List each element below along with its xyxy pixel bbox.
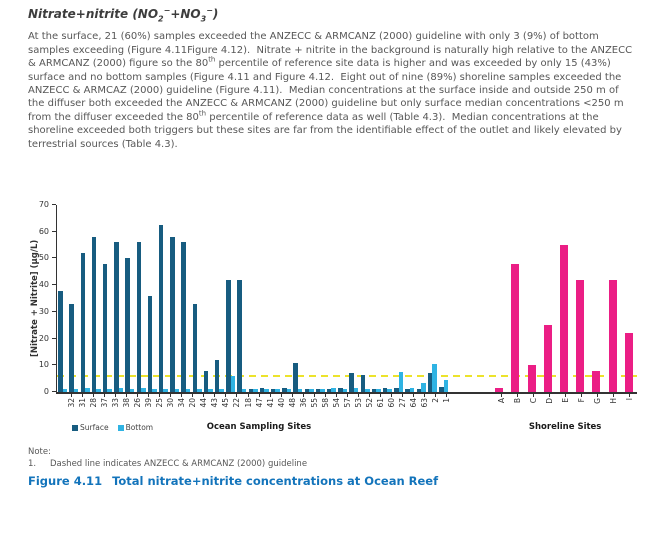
note-item-text: Dashed line indicates ANZECC & ARMCANZ (2000) guideline [50, 458, 308, 469]
x-label-E [557, 394, 573, 420]
x-label-63 [419, 394, 430, 420]
ocean-site-55 [303, 205, 314, 392]
x-label-36 [298, 394, 309, 420]
ocean-site-1 [438, 205, 449, 392]
bar-bottom [298, 389, 303, 392]
x-tick-mark [565, 394, 566, 397]
x-label-F [573, 394, 589, 420]
bar-shoreline [495, 388, 503, 392]
bar-surface [103, 264, 108, 392]
x-tick-label: 39 [144, 398, 154, 408]
bar-bottom [175, 389, 180, 392]
x-tick-label: B [512, 398, 522, 404]
x-label-D [541, 394, 557, 420]
ocean-site-28 [79, 205, 90, 392]
ocean-site-38 [113, 205, 124, 392]
y-tick-label: 20 [38, 333, 49, 343]
x-label-58 [320, 394, 331, 420]
bar-shoreline [576, 280, 584, 392]
bar-bottom [343, 389, 348, 392]
x-label-31 [77, 394, 88, 420]
ocean-site-32 [57, 205, 68, 392]
ocean-x-labels [66, 394, 452, 420]
x-label-52 [364, 394, 375, 420]
bar-bottom [421, 383, 426, 392]
x-tick-label: 22 [232, 398, 242, 408]
x-tick-label: 36 [298, 398, 308, 408]
ocean-site-33 [102, 205, 113, 392]
x-tick-mark [533, 394, 534, 397]
section-title: Nitrate+nitrite $(NO_2^-+NO_3^-)$ [28, 6, 219, 24]
shoreline-site-B [507, 205, 523, 392]
x-tick-label: 43 [210, 398, 220, 408]
shoreline-site-C [523, 205, 539, 392]
x-tick-mark [581, 394, 582, 397]
bar-bottom [130, 389, 135, 392]
x-tick-label: 41 [265, 398, 275, 408]
legend-label: Surface [80, 423, 109, 433]
shoreline-site-A [491, 205, 507, 392]
bar-bottom [387, 389, 392, 392]
x-label-55 [309, 394, 320, 420]
ocean-site-31 [68, 205, 79, 392]
x-tick-label: 33 [111, 398, 121, 408]
x-tick-label: 54 [331, 398, 341, 408]
x-tick-label: 28 [89, 398, 99, 408]
shoreline-x-labels [493, 394, 637, 420]
section-gap [449, 205, 491, 392]
x-tick-label: 20 [188, 398, 198, 408]
ocean-site-63 [416, 205, 427, 392]
x-tick-label: C [528, 398, 538, 404]
x-tick-label: 31 [78, 398, 88, 408]
bar-bottom [119, 388, 124, 392]
y-tick-label: 60 [38, 226, 49, 236]
x-tick-label: 40 [276, 398, 286, 408]
x-label-54 [331, 394, 342, 420]
bar-bottom [444, 380, 449, 392]
x-tick-label: 44 [199, 398, 209, 408]
x-label-32 [66, 394, 77, 420]
y-tick-label: 10 [38, 360, 49, 370]
x-tick-label: 27 [397, 398, 407, 408]
x-label-37 [99, 394, 110, 420]
ocean-site-61 [371, 205, 382, 392]
x-label-53 [353, 394, 364, 420]
bar-bottom [242, 389, 247, 392]
x-label-39 [143, 394, 154, 420]
bar-shoreline [625, 333, 633, 392]
note-item [28, 459, 637, 471]
note-label: Note: [28, 447, 51, 458]
bar-bottom [410, 388, 415, 392]
axis-titles-row [66, 422, 637, 437]
x-label-B [509, 394, 525, 420]
bar-surface [181, 242, 186, 392]
figure-4-11-chart [28, 200, 637, 437]
bar-bottom [275, 389, 280, 392]
x-label-43 [209, 394, 220, 420]
x-label-57 [342, 394, 353, 420]
x-label-25 [154, 394, 165, 420]
ocean-site-30 [158, 205, 169, 392]
ocean-site-39 [135, 205, 146, 392]
shoreline-site-G [588, 205, 604, 392]
ocean-axis-title: Ocean Sampling Sites [206, 422, 312, 433]
bar-bottom [74, 389, 79, 392]
y-tick-label: 0 [43, 387, 49, 397]
ocean-site-37 [91, 205, 102, 392]
bar-bottom [141, 388, 146, 392]
bar-shoreline [592, 371, 600, 392]
note-item-number: 1. [28, 458, 37, 469]
bar-bottom [331, 388, 336, 392]
x-label-41 [265, 394, 276, 420]
ocean-site-43 [203, 205, 214, 392]
x-tick-label: D [544, 398, 554, 404]
y-tick-label: 40 [38, 280, 49, 290]
bar-bottom [63, 389, 68, 392]
bar-bottom [197, 389, 202, 392]
ocean-site-2 [427, 205, 438, 392]
bar-bottom [432, 364, 437, 392]
x-tick-label: F [576, 398, 586, 403]
x-tick-mark [629, 394, 630, 397]
bar-surface [69, 304, 74, 392]
bar-surface [114, 242, 119, 392]
y-axis-label: [Nitrate + Nitrite] (µg/L) [30, 239, 40, 358]
ocean-bars-section [57, 205, 449, 392]
x-tick-label: 47 [254, 398, 264, 408]
x-axis-labels [66, 394, 637, 420]
x-label-38 [121, 394, 132, 420]
x-label-48 [287, 394, 298, 420]
ocean-site-44 [191, 205, 202, 392]
x-tick-label: 18 [243, 398, 253, 408]
x-label-18 [243, 394, 254, 420]
shoreline-site-F [572, 205, 588, 392]
ocean-site-40 [270, 205, 281, 392]
bar-bottom [96, 389, 101, 392]
bar-bottom [231, 376, 236, 392]
ocean-site-34 [169, 205, 180, 392]
x-tick-mark [517, 394, 518, 397]
bar-bottom [309, 389, 314, 392]
bar-surface [193, 304, 198, 392]
x-label-40 [276, 394, 287, 420]
bar-bottom [287, 389, 292, 392]
shoreline-site-H [605, 205, 621, 392]
legend-label: Bottom [125, 423, 154, 433]
bar-surface [137, 242, 142, 392]
x-tick-label: H [608, 398, 618, 404]
x-tick-label: 52 [364, 398, 374, 408]
x-label-33 [110, 394, 121, 420]
ocean-site-52 [359, 205, 370, 392]
bar-surface [92, 237, 97, 392]
bar-bottom [219, 389, 224, 392]
bar-bottom [399, 372, 404, 392]
x-tick-label: 38 [122, 398, 132, 408]
x-label-27 [397, 394, 408, 420]
x-label-45 [220, 394, 231, 420]
x-tick-label: 60 [386, 398, 396, 408]
bar-shoreline [560, 245, 568, 392]
bar-surface [125, 258, 130, 392]
shoreline-site-E [556, 205, 572, 392]
x-label-64 [408, 394, 419, 420]
x-tick-mark [549, 394, 550, 397]
shoreline-site-D [540, 205, 556, 392]
x-label-C [525, 394, 541, 420]
bar-bottom [186, 389, 191, 392]
shoreline-site-I [621, 205, 637, 392]
bar-shoreline [609, 280, 617, 392]
ocean-site-20 [180, 205, 191, 392]
ocean-site-18 [236, 205, 247, 392]
bar-bottom [107, 389, 112, 392]
ocean-site-25 [147, 205, 158, 392]
x-label-47 [254, 394, 265, 420]
x-tick-label: 57 [342, 398, 352, 408]
y-axis [38, 200, 56, 397]
bar-bottom [163, 389, 168, 392]
legend-swatch [118, 425, 124, 431]
x-tick-mark [446, 394, 447, 397]
ocean-site-26 [124, 205, 135, 392]
x-tick-label: 1 [442, 398, 452, 403]
bar-bottom [208, 389, 213, 392]
x-label-28 [88, 394, 99, 420]
x-tick-label: 30 [166, 398, 176, 408]
bar-surface [81, 253, 86, 392]
x-label-A [493, 394, 509, 420]
x-label-30 [165, 394, 176, 420]
bar-bottom [264, 389, 269, 392]
bar-surface [293, 363, 298, 392]
shoreline-bars-section [491, 205, 637, 392]
bar-bottom [152, 389, 157, 392]
x-tick-mark [613, 394, 614, 397]
y-tick-label: 70 [38, 200, 49, 210]
ocean-site-64 [404, 205, 415, 392]
bar-surface [237, 280, 242, 392]
bar-shoreline [528, 365, 536, 392]
chart-legend [72, 423, 153, 432]
figure-caption [28, 474, 637, 488]
x-label-2 [430, 394, 441, 420]
ocean-site-54 [326, 205, 337, 392]
x-tick-label: 45 [221, 398, 231, 408]
y-tick-label: 30 [38, 306, 49, 316]
x-tick-label: 53 [353, 398, 363, 408]
x-tick-label: 25 [155, 398, 165, 408]
figure-caption-number: Figure 4.11 [28, 474, 103, 489]
x-tick-label: 64 [408, 398, 418, 408]
legend-item-surface [72, 423, 109, 432]
x-tick-label: 2 [431, 398, 441, 403]
bar-surface [159, 225, 164, 392]
x-tick-mark [435, 394, 436, 397]
legend-item-bottom [118, 423, 154, 432]
x-label-44 [198, 394, 209, 420]
bar-bottom [354, 388, 359, 392]
plot-area [56, 205, 637, 394]
figure-note [28, 447, 637, 470]
x-tick-mark [501, 394, 502, 397]
x-label-34 [176, 394, 187, 420]
ocean-site-58 [315, 205, 326, 392]
bar-surface [170, 237, 175, 392]
bar-surface [148, 296, 153, 392]
x-tick-label: 63 [420, 398, 430, 408]
x-label-61 [375, 394, 386, 420]
x-tick-label: 26 [133, 398, 143, 408]
body-paragraph: At the surface, 21 (60%) samples exceeded the ANZECC & ARMCANZ (2000) guideline with only 3 (9%) of bottom samples exceeding (Figure 4.11Figure 4.12). Nitrate + nitrite in the background is naturally high relative to the ANZECC & ARMCANZ (2000) figure so the 80th percentile of reference site data is higher and was exceeded by only 15 (43%) surface and no bottom samples (Figure 4.11 and Figure 4.12. Eight out of nine (89%) shoreline samples exceeded the ANZECC & ARMCAZ (2000) guideline (Figure 4.11). Median concentrations at the surface inside and outside 250 m of the diffuser both exceeded the ANZECC & ARMCANZ (2000) guideline but only surface median concentrations <250 m from the diffuser exceeded the 80th percentile of reference data as well (Table 4.3). Median concentrations at the shoreline exceeded both triggers but these sites are far from the identifiable effect of the outlet and likely elevated by terrestrial sources (Table 4.3). [28, 31, 636, 150]
ocean-site-60 [382, 205, 393, 392]
bar-bottom [253, 389, 258, 392]
x-tick-label: 58 [320, 398, 330, 408]
bar-bottom [85, 388, 90, 392]
bar-shoreline [511, 264, 519, 392]
x-label-G [589, 394, 605, 420]
x-tick-label: G [592, 398, 602, 404]
bar-bottom [376, 389, 381, 392]
ocean-site-27 [393, 205, 404, 392]
x-tick-mark [597, 394, 598, 397]
x-label-H [605, 394, 621, 420]
x-label-26 [132, 394, 143, 420]
ocean-site-36 [292, 205, 303, 392]
x-tick-label: 48 [287, 398, 297, 408]
x-label-1 [441, 394, 452, 420]
x-label-20 [187, 394, 198, 420]
ocean-site-47 [247, 205, 258, 392]
x-tick-label: 37 [100, 398, 110, 408]
bar-bottom [365, 389, 370, 392]
bar-surface [215, 360, 220, 392]
x-tick-label: E [560, 398, 570, 403]
x-tick-label: 61 [375, 398, 385, 408]
x-label-60 [386, 394, 397, 420]
x-tick-label: 32 [67, 398, 77, 408]
bar-surface [58, 291, 63, 393]
x-label-22 [231, 394, 242, 420]
bar-shoreline [544, 325, 552, 392]
x-tick-label: 34 [177, 398, 187, 408]
section-gap [452, 394, 493, 420]
ocean-site-57 [337, 205, 348, 392]
x-tick-label: A [496, 398, 506, 404]
ocean-site-22 [225, 205, 236, 392]
legend-swatch [72, 425, 78, 431]
x-tick-label: I [624, 398, 634, 401]
ocean-site-53 [348, 205, 359, 392]
shoreline-axis-title: Shoreline Sites [528, 422, 602, 433]
ocean-site-41 [259, 205, 270, 392]
figure-caption-text: Total nitrate+nitrite concentrations at Ocean Reef [112, 474, 439, 489]
bar-bottom [320, 389, 325, 392]
ocean-site-48 [281, 205, 292, 392]
ocean-site-45 [214, 205, 225, 392]
x-tick-label: 55 [309, 398, 319, 408]
x-label-I [621, 394, 637, 420]
y-tick-label: 50 [38, 253, 49, 263]
